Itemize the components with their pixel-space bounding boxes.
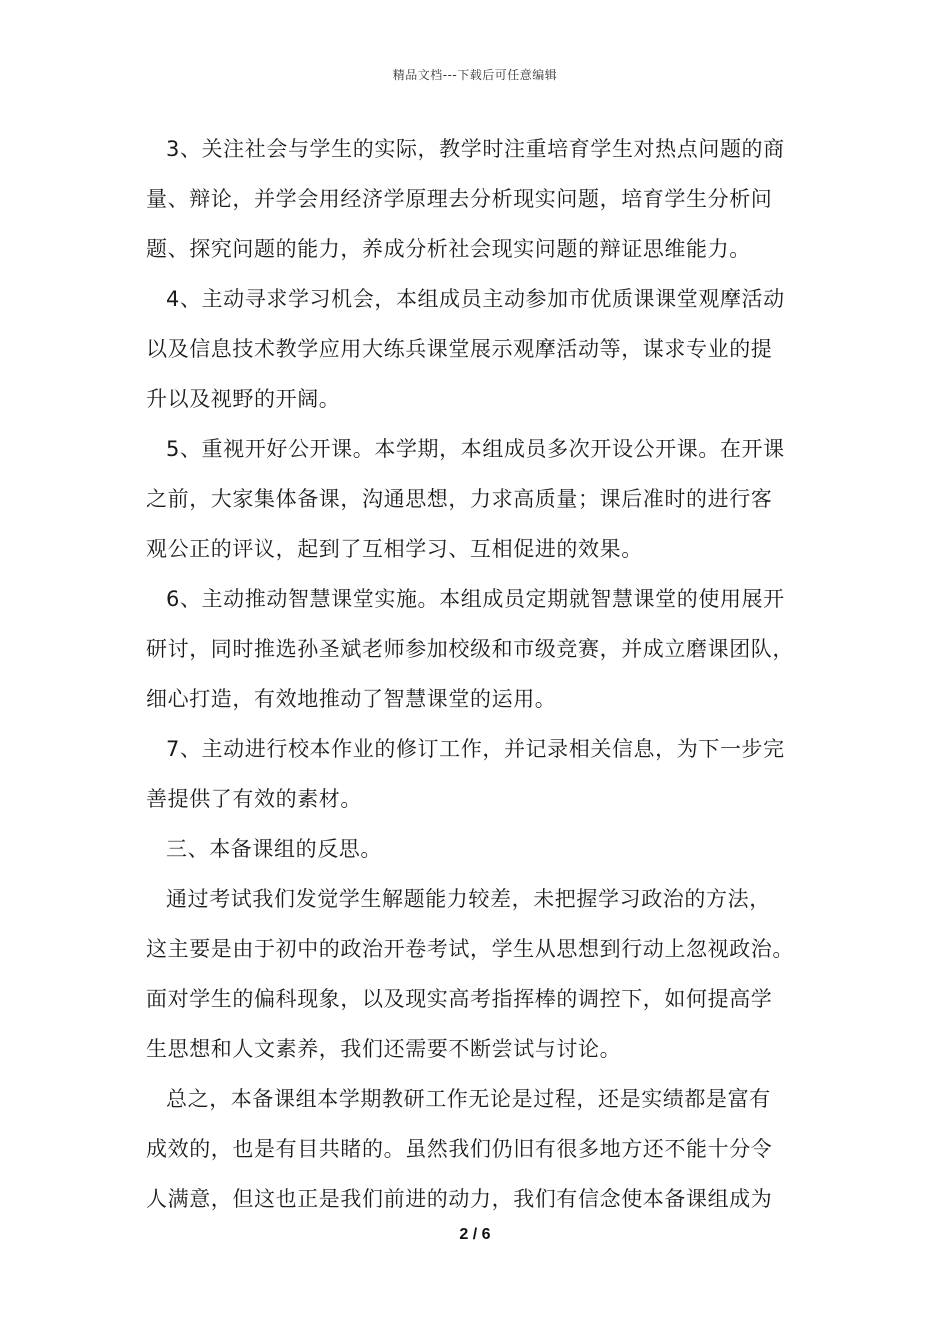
text-line: 以及信息技术教学应用大练兵课堂展示观摩活动等，谋求专业的提: [146, 337, 773, 361]
section-heading: [146, 824, 826, 874]
text-line: 总之，本备课组本学期教研工作无论是过程，还是实绩都是富有: [166, 1087, 771, 1111]
text-line: 人满意，但这也正是我们前进的动力，我们有信念使本备课组成为: [146, 1187, 773, 1211]
page-header: 精品文档---下载后可任意编辑: [392, 68, 558, 82]
text-line: 善提供了有效的素材。: [146, 787, 362, 811]
text-line: 4、主动寻求学习机会，本组成员主动参加市优质课课堂观摩活动: [166, 287, 785, 311]
text-line: 5、重视开好公开课。本学期，本组成员多次开设公开课。在开课: [166, 437, 785, 461]
text-line: 成效的，也是有目共睹的。虽然我们仍旧有很多地方还不能十分令: [146, 1137, 773, 1161]
paragraph-item-7: [146, 724, 826, 824]
text-line: 题、探究问题的能力，养成分析社会现实问题的辩证思维能力。: [146, 237, 751, 261]
text-line: 生思想和人文素养，我们还需要不断尝试与讨论。: [146, 1037, 622, 1061]
section-heading-text: 三、本备课组的反思。: [166, 837, 382, 861]
paragraph-item-4: [146, 274, 826, 424]
text-line: 通过考试我们发觉学生解题能力较差，未把握学习政治的方法，: [166, 887, 771, 911]
text-line: 6、主动推动智慧课堂实施。本组成员定期就智慧课堂的使用展开: [166, 587, 785, 611]
document-body: [146, 124, 826, 1224]
text-line: 升以及视野的开阔。: [146, 387, 341, 411]
paragraph-item-5: [146, 424, 826, 574]
text-line: 细心打造，有效地推动了智慧课堂的运用。: [146, 687, 557, 711]
summary-paragraph: [146, 1074, 826, 1224]
text-line: 之前，大家集体备课，沟通思想，力求高质量；课后准时的进行客: [146, 487, 773, 511]
text-line: 7、主动进行校本作业的修订工作，并记录相关信息，为下一步完: [166, 737, 785, 761]
text-line: 观公正的评议，起到了互相学习、互相促进的效果。: [146, 537, 643, 561]
text-line: 3、关注社会与学生的实际，教学时注重培育学生对热点问题的商: [166, 137, 785, 161]
reflection-paragraph: [146, 874, 826, 1074]
paragraph-item-6: [146, 574, 826, 724]
text-line: 面对学生的偏科现象，以及现实高考指挥棒的调控下，如何提高学: [146, 987, 773, 1011]
paragraph-item-3: [146, 124, 826, 274]
text-line: 研讨，同时推选孙圣斌老师参加校级和市级竞赛，并成立磨课团队，: [146, 637, 794, 661]
page-number: 2 / 6: [459, 1226, 491, 1243]
text-line: 量、辩论，并学会用经济学原理去分析现实问题，培育学生分析问: [146, 187, 773, 211]
text-line: 这主要是由于初中的政治开卷考试，学生从思想到行动上忽视政治。: [146, 937, 794, 961]
